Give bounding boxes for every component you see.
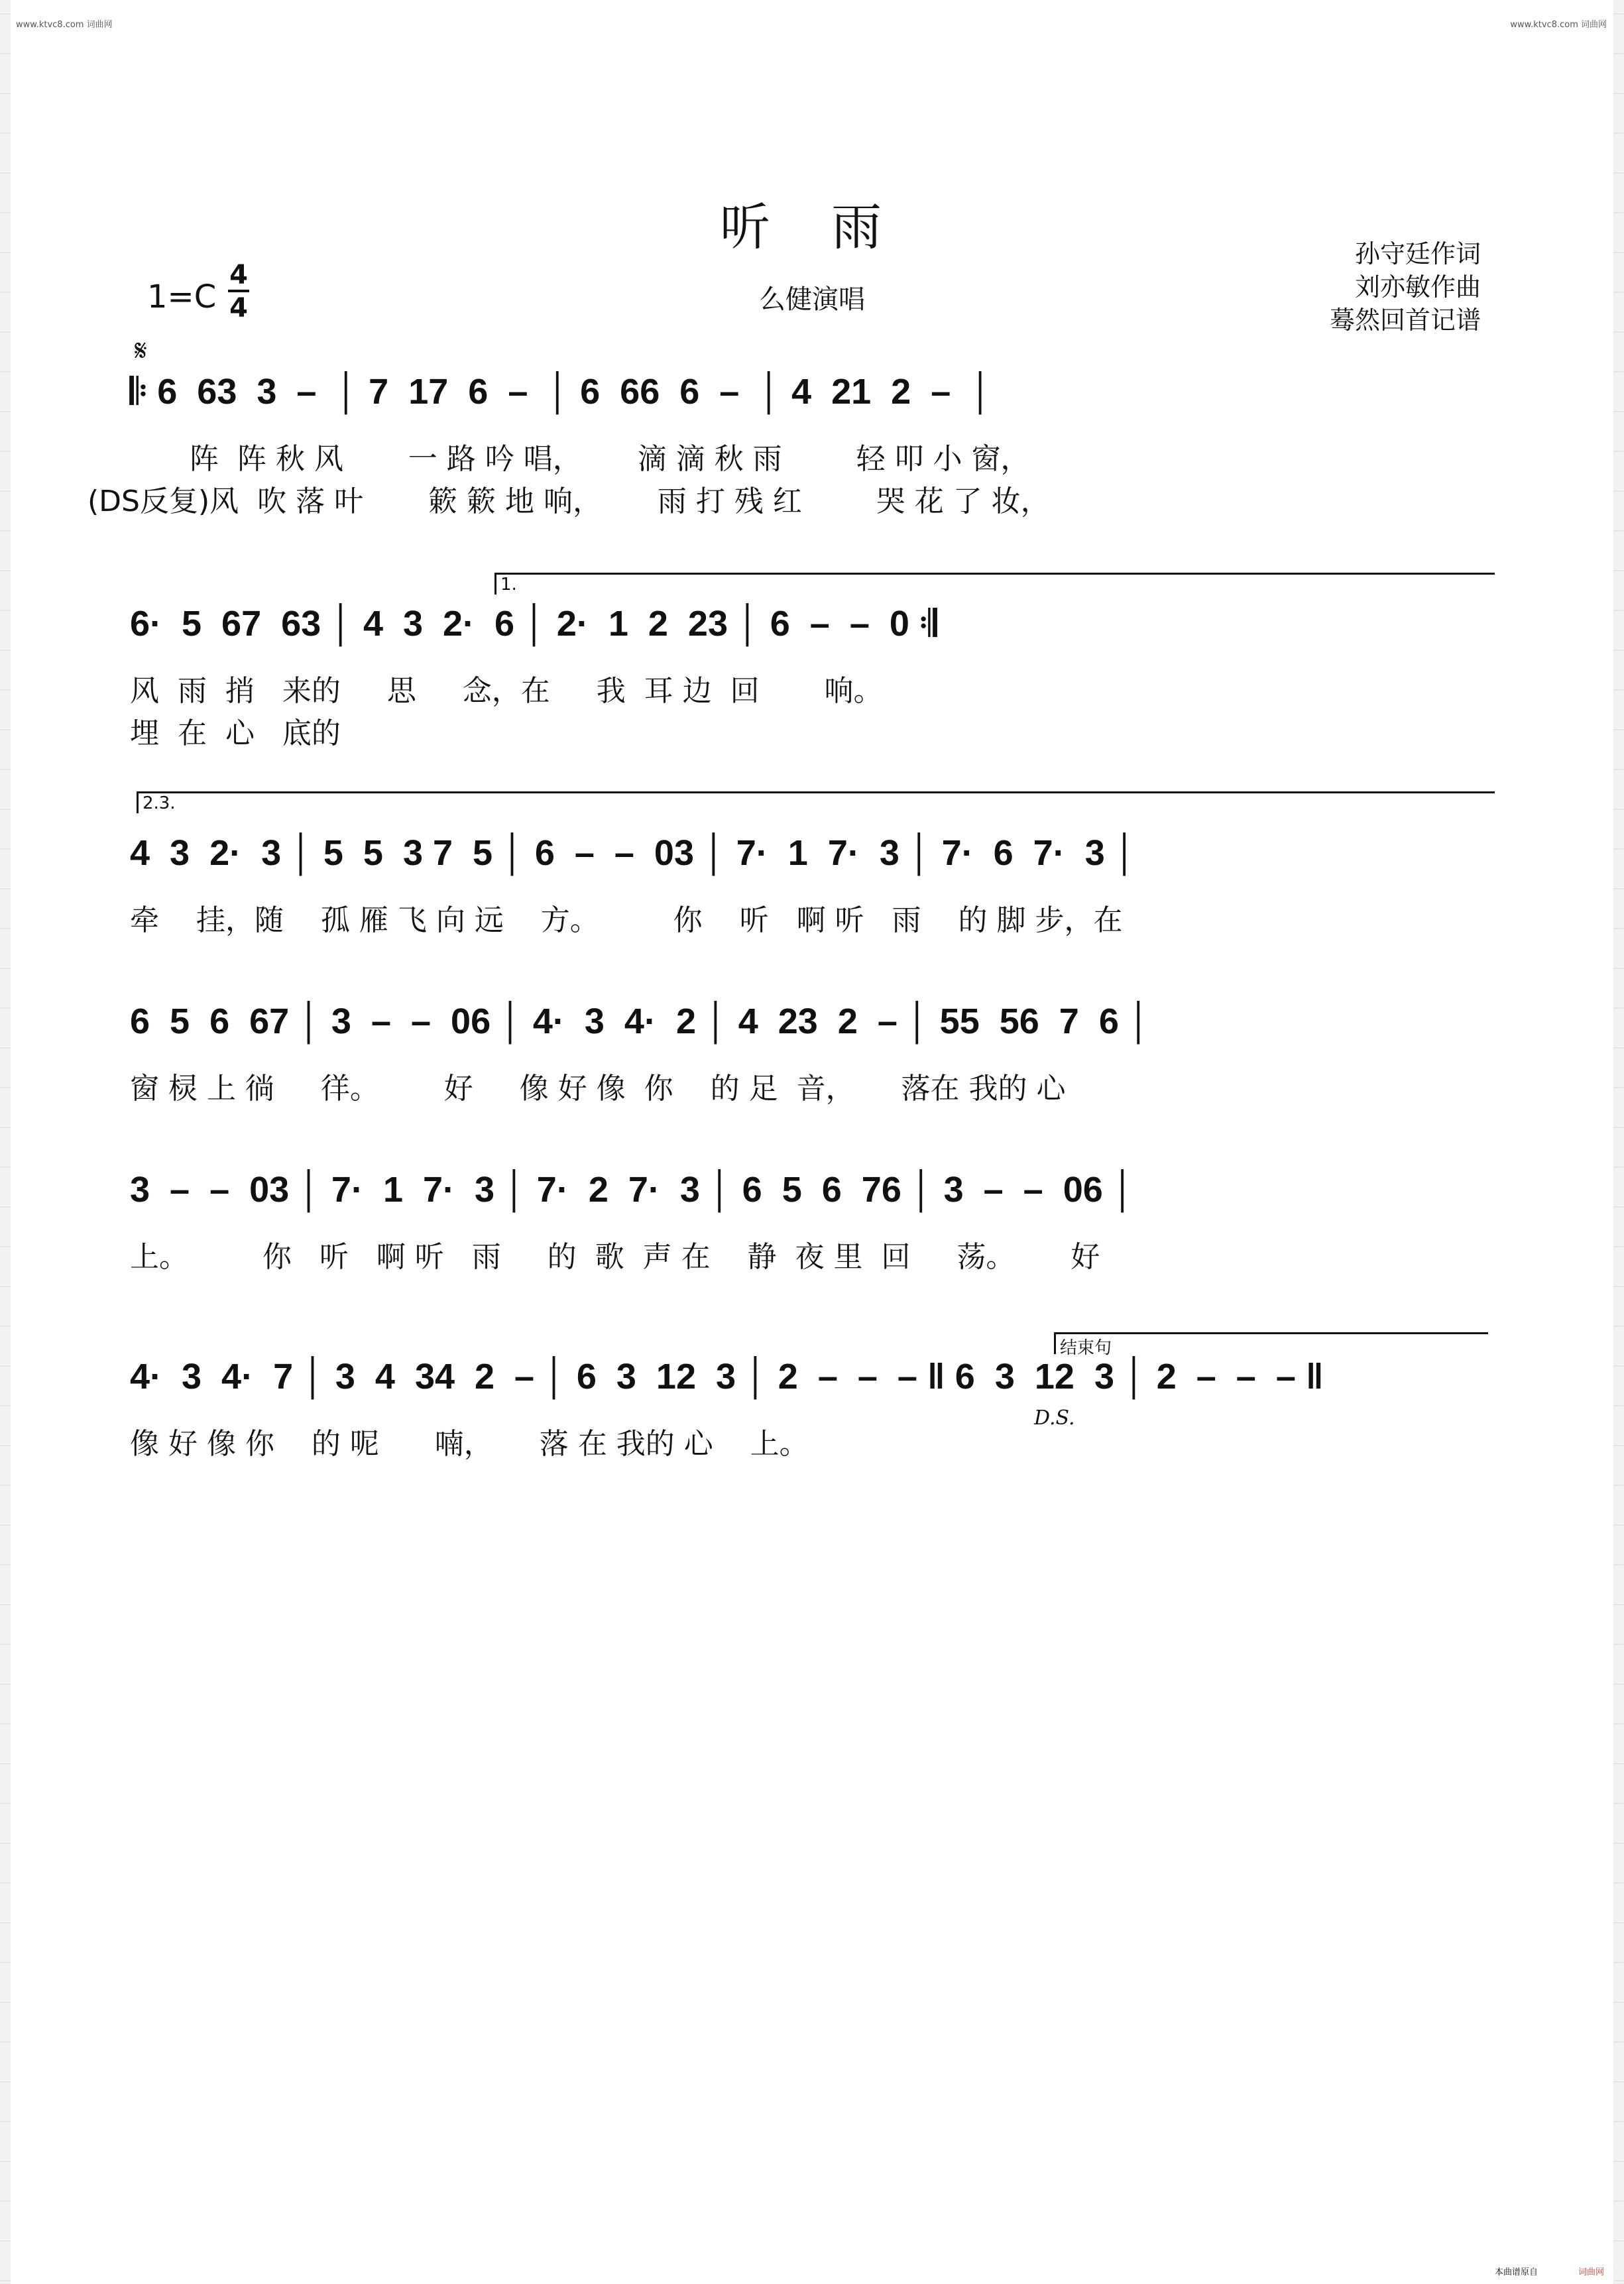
- lyric-verse-1: 阵 阵 秋 风 一 路 吟 唱， 滴 滴 秋 雨 轻 叩 小 窗，: [190, 442, 1030, 476]
- header-site-left[interactable]: www.ktvc8.com 词曲网: [16, 20, 113, 30]
- lyric-verse-1: 风 雨 捎 来的 思 念，在 我 耳 边 回 响。: [130, 674, 883, 708]
- key-signature: 1=C: [147, 278, 217, 315]
- notation-row: 4 3 2· 3 │ 5 5 3 7 5 │ 6 – – 03 │ 7· 1 7· 3 │ 7· 6 7· 3 │: [130, 833, 1137, 873]
- segno-sign: 𝄋: [135, 334, 147, 368]
- lyric-verse-2: (DS反复)风 吹 落 叶 簌 簌 地 响， 雨 打 残 红 哭 花 了 妆，: [87, 485, 1050, 518]
- first-ending-bracket: 1.: [494, 573, 1495, 595]
- lyricist-credit: 孙守廷作词: [1354, 239, 1481, 268]
- time-signature: [228, 262, 249, 321]
- lyric-verse-1: 像 好 像 你 的 呢 喃， 落 在 我的 心 上。: [130, 1427, 809, 1461]
- time-signature-top: 4: [228, 262, 249, 292]
- lyric-verse-1: 上。 你 听 啊 听 雨 的 歌 声 在 静 夜 里 回 荡。 好: [130, 1240, 1100, 1274]
- coda-ending-bracket: 结束句: [1054, 1332, 1488, 1354]
- transcriber-credit: 蓦然回首记谱: [1329, 306, 1481, 335]
- song-title: 听 雨: [719, 198, 905, 257]
- score-line-5: [130, 1169, 1489, 1322]
- notation-row: 6· 5 67 63 │ 4 3 2· 6 │ 2· 1 2 23 │ 6 – – 0 𝄇: [130, 604, 937, 644]
- score-line-1: [87, 371, 1489, 524]
- notation-row: 𝄆 6 63 3 – │ 7 17 6 – │ 6 66 6 – │ 4 21 2 – │: [130, 372, 993, 412]
- notation-row: 6 5 6 67 │ 3 – – 06 │ 4· 3 4· 2 │ 4 23 2 – │ 55 56 7 6 │: [130, 1001, 1151, 1041]
- footer-site-link[interactable]: 词曲网: [1578, 2267, 1604, 2277]
- lyric-verse-1: 牵 挂，随 孤 雁 飞 向 远 方。 你 听 啊 听 雨 的 脚 步，在: [130, 903, 1123, 937]
- second-ending-bracket: 2.3.: [137, 791, 1495, 813]
- notation-row: 4· 3 4· 7 │ 3 4 34 2 – │ 6 3 12 3 │ 2 – – – ‖ 6 3 12 3 │ 2 – – – ‖: [130, 1357, 1324, 1397]
- score-line-3: [130, 832, 1489, 985]
- dal-segno-mark: D.S.: [1034, 1406, 1075, 1430]
- score-line-2: [130, 603, 1489, 756]
- notation-row: 3 – – 03 │ 7· 1 7· 3 │ 7· 2 7· 3 │ 6 5 6 76 │ 3 – – 06 │: [130, 1170, 1135, 1210]
- composer-credit: 刘亦敏作曲: [1354, 272, 1481, 302]
- left-watermark-strip: [0, 0, 11, 2284]
- lyric-verse-1: 窗 棂 上 徜 徉。 好 像 好 像 你 的 足 音， 落在 我的 心: [130, 1072, 1066, 1106]
- footer-source: 本曲谱原自: [1494, 2267, 1538, 2277]
- singer-credit: 么健演唱: [759, 284, 865, 315]
- score-line-4: [130, 1001, 1489, 1153]
- time-signature-bottom: 4: [229, 293, 248, 323]
- score-line-6: [130, 1356, 1489, 1509]
- lyric-verse-2: 埋 在 心 底的: [130, 716, 341, 750]
- right-watermark-strip: [1613, 0, 1624, 2284]
- header-site-right[interactable]: www.ktvc8.com 词曲网: [1510, 20, 1607, 30]
